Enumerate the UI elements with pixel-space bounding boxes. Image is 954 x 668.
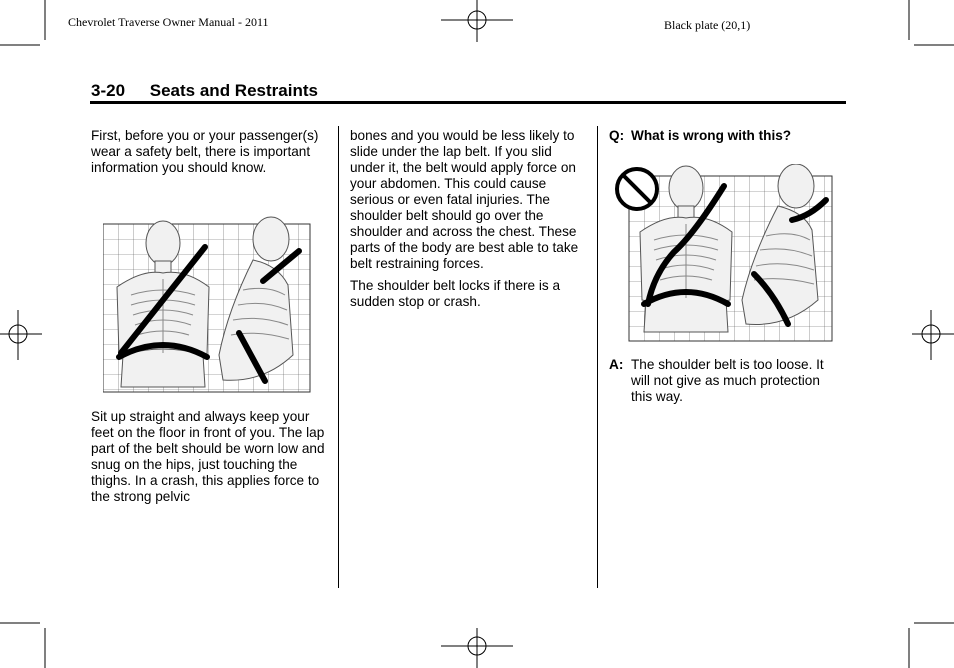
question-text: What is wrong with this? — [631, 128, 792, 143]
plate-label: Black plate (20,1) — [664, 18, 751, 32]
column-divider — [338, 126, 339, 588]
document-title: Chevrolet Traverse Owner Manual - 2011 — [68, 15, 269, 29]
question-tag: Q: — [609, 128, 625, 143]
crosshair-icon — [0, 310, 42, 360]
question — [609, 128, 839, 144]
answer — [609, 357, 835, 405]
crosshair-icon — [912, 310, 954, 360]
heading-rule — [90, 101, 846, 104]
column-divider — [597, 126, 598, 588]
prohibition-icon — [614, 166, 660, 212]
posture-paragraph: Sit up straight and always keep your feet on the floor in front of you. The lap part of the belt should be worn low and snug on the hips, just touching the thighs. In a crash, this applies force to the strong pelvic — [91, 409, 325, 504]
answer-text: The shoulder belt is too loose. It will not give as much protection this way. — [631, 357, 824, 404]
belt-position-text: bones and you would be less likely to slide under the lap belt. If you slid under it, the belt would apply force on your abdomen. This could cause serious or even fatal injuries. The shoulder belt should go over the shoulder and across the chest. These parts of the body are best able to take belt restraining forces. The shoulder belt locks if there is a sudden stop or crash. — [350, 128, 579, 309]
crosshair-icon — [441, 0, 513, 42]
page-number: 3-20 — [91, 81, 126, 100]
correct-belt-illustration — [103, 215, 311, 393]
answer-tag: A: — [609, 357, 624, 372]
intro-paragraph: First, before you or your passenger(s) wear a safety belt, there is important information you should know. — [91, 128, 319, 175]
section-heading — [91, 81, 318, 101]
section-title: Seats and Restraints — [149, 81, 318, 100]
crosshair-icon — [441, 628, 513, 668]
